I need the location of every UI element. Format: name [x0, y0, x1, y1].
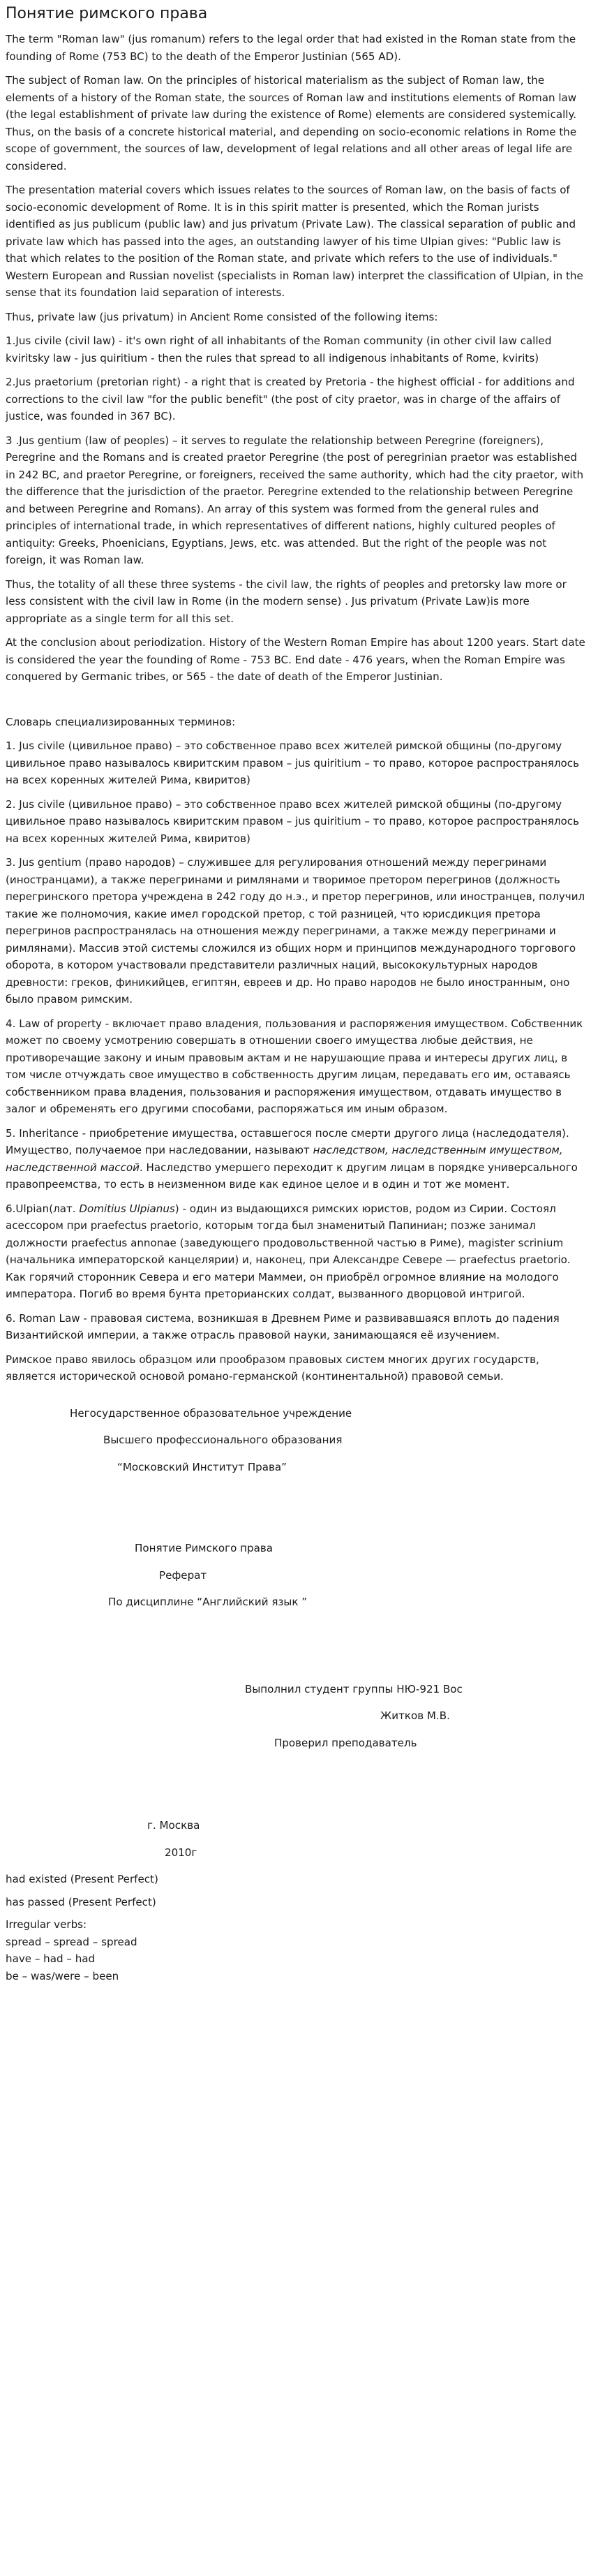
report-topic: Понятие Римского права — [135, 1542, 273, 1554]
glossary-text: ) - один из выдающихся римских юристов, родом из Сирии. Состоял асессором при praefectus praetorio, которым тогда был знаменитый Папиниан; позже занимал должности praefectus annonae (заведующего продовольственной частью в Риме), magister scrinium (начальника императорской канцелярии) и, наконец, при Александре Севере — praefectus praetorio. Как горячий сторонник Севера и его матери Маммеи, он приобрёл огромное влияние на молодого императора. Погиб во время бунта преторианских солдат, вызванного дворцовой интригой. — [6, 1202, 571, 1300]
irregular-verbs-heading: Irregular verbs: — [6, 1918, 87, 1931]
city: г. Москва — [147, 1819, 200, 1832]
spacer — [6, 693, 585, 714]
glossary-item: 2. Jus civile (цивильное право) – это собственное право всех жителей римской общины (по-другому цивильное право называлось квиритским правом – jus quiritium – то право, которое распространялось на всех коренных жителей Рима, квиритов) — [6, 797, 579, 845]
student-line: Выполнил студент группы НЮ-921 Вос — [245, 1682, 463, 1695]
organization-name: Негосударственное образовательное учреждение — [70, 1406, 352, 1420]
paragraph-jus-civile: 1.Jus civile (civil law) - it's own right of all inhabitants of the Roman community (in other civil law called kviritsky law - jus quiritium - then the rules that spread to all indigenous inhabitants of Rome, kvirits) — [6, 334, 552, 365]
verb-forms: spread – spread – spread — [6, 1935, 137, 1948]
grammar-note: has passed (Present Perfect) — [6, 1895, 156, 1908]
glossary-item — [6, 1200, 585, 1303]
glossary-item — [6, 1125, 585, 1193]
page-title: Понятие римского права — [6, 5, 208, 22]
verb-forms: have – had – had — [6, 1952, 96, 1965]
year: 2010г — [165, 1846, 197, 1859]
paragraph-jus-gentium: 3 .Jus gentium (law of peoples) – it serves to regulate the relationship between Peregrine (foreigners), Peregrine and the Romans and is created praetor Peregrine (the post of peregrinian praetor was established in 242 BC, and praetor Peregrine, or foreigners, received the same authority, which had the city praetor, with the difference that the jurisdiction of the praetor. Peregrine extended to the relationship between Peregrine and between Peregrine and Romans). An array of this system was formed from the general rules and principles of international trade, in which representatives of different nations, highly cultured peoples of antiquity: Greeks, Phoenicians, Egyptians, Jews, etc. was attended. But the right of the people was not foreign, it was Roman law. — [6, 434, 584, 566]
glossary-item: 1. Jus civile (цивильное право) – это собственное право всех жителей римской общины (по-другому цивильное право называлось квиритским правом – jus quiritium – то право, которое распространялось на всех коренных жителей Рима, квиритов) — [6, 739, 579, 786]
glossary-item: 6. Roman Law - правовая система, возникшая в Древнем Риме и развивавшаяся вплоть до падения Византийской империи, а также отрасль правовой науки, занимающаяся её изучением. — [6, 1311, 560, 1341]
glossary-emphasis: Domitius Ulpianus — [79, 1202, 175, 1215]
paragraph-presentation: The presentation material covers which issues relates to the sources of Roman law, on the basis of facts of socio-economic development of Rome. It is in this spirit matter is presented, which the Roman jurists identified as jus publicum (public law) and jus privatum (Private Law). The classical separation of public and private law which has passed into the ages, an outstanding lawyer of his time Ulpian gives: "Public law is that which relates to the position of the Roman state, and private which refers to the use of individuals." Western European and Russian novelist (specialists in Roman law) interpret the classification of Ulpian, in the sense that its foundation laid separation of interests. — [6, 184, 583, 299]
glossary-emphasis: наследством, наследственным имуществом, наследственной массой — [6, 1144, 563, 1174]
glossary-heading: Словарь специализированных терминов: — [6, 715, 236, 728]
paragraph-subject: The subject of Roman law. On the principles of historical materialism as the subject of Roman law, the elements of a history of the Roman state, the sources of Roman law and institutions elements of Roman law (the legal establishment of private law during the existence of Rome) elements are considered systemically. Thus, on the basis of a concrete historical material, and depending on socio-economic relations in Rome the scope of government, the sources of law, development of legal relations and all other areas of legal life are considered. — [6, 74, 577, 172]
work-type: Реферат — [159, 1568, 207, 1582]
grammar-note: had existed (Present Perfect) — [6, 1873, 158, 1885]
verb-forms: be – was/were – been — [6, 1969, 119, 1982]
grammar-notes — [6, 1871, 585, 1985]
paragraph-jus-praetorium: 2.Jus praetorium (pretorian right) - a right that is created by Pretoria - the highest official - for additions and corrections to the civil law "for the public benefit" (the post of city praetor, was in charge of the affairs of justice, was founded in 367 BC). — [6, 376, 575, 422]
glossary-text: 6.Ulpian(лат. — [6, 1202, 80, 1215]
title-page — [6, 1392, 585, 1862]
paragraph-intro: The term "Roman law" (jus romanum) refers to the legal order that had existed in the Roman state from the founding of Rome (753 BC) to the death of the Emperor Justinian (565 AD). — [6, 33, 576, 63]
institute-name: “Московский Институт Права” — [117, 1460, 287, 1473]
discipline: По дисциплине “Английский язык ” — [108, 1596, 308, 1608]
glossary-text: 5. Inheritance - приобретение имущества, оставшегося после смерти другого лица (наследодателя). Имущество, получаемое при наследовании, называют — [6, 1126, 569, 1156]
closing-paragraph: Римское право явилось образцом или прообразом правовых систем многих других государств, является исторической основой романо-германской (континентальной) правовой семьи. — [6, 1353, 539, 1383]
glossary-item: 3. Jus gentium (право народов) – служившее для регулирования отношений между перегринами (иностранцами), а также перегринами и римлянами и творимое претором перегринов (должность перегринского претора учреждена в 242 году до н.э., и претор перегринов, или иностранцев, получил такие же полномочия, какие имел городской претор, с той разницей, что юрисдикция претора перегринов распространялась на отношения между перегринами, а также между перегринами и римлянами). Массив этой системы сложился из общих норм и принципов международного торгового оборота, в котором участвовали представители различных наций, высококультурных народов древности: греков, финикийцев, египтян, евреев и др. Но право народов не было иностранным, оно было правом римским. — [6, 856, 585, 1006]
education-level: Высшего профессионального образования — [103, 1434, 343, 1446]
student-name: Житков М.В. — [380, 1709, 450, 1722]
glossary-text: . Наследство умершего переходит к другим лицам в порядке универсального правопреемства, то есть в неизменном виде как единое целое и в один и тот же момент. — [6, 1161, 578, 1191]
paragraph-private-law-intro: Thus, private law (jus privatum) in Ancient Rome consisted of the following items: — [6, 310, 438, 323]
paragraph-periodization: At the conclusion about periodization. History of the Western Roman Empire has about 1200 years. Start date is considered the year the founding of Rome - 753 BC. End date - 476 years, when the Roman Empire was conquered by Germanic tribes, or 565 - the date of death of the Emperor Justinian. — [6, 636, 585, 683]
checked-by: Проверил преподаватель — [274, 1736, 417, 1749]
paragraph-totality: Thus, the totality of all these three systems - the civil law, the rights of peoples and pretorsky law more or less consistent with the civil law in Rome (in the modern sense) . Jus privatum (Private Law)is more appropriate as a single term for all this set. — [6, 577, 567, 625]
glossary-item: 4. Law of property - включает право владения, пользования и распоряжения имуществом. Собственник может по своему усмотрению совершать в отношении своего имущества любые действия, не противоречащие закону и иным правовым актам и не нарушающие права и интересы других лиц, в том числе отчуждать свое имущество в собственность другим лицам, передавать его им, оставаясь собственником права владения, пользования и распоряжения имуществом, отдавать имущество в залог и обременять его другими способами, распоряжаться им иным образом. — [6, 1017, 583, 1115]
irregular-verbs — [6, 1916, 585, 1985]
